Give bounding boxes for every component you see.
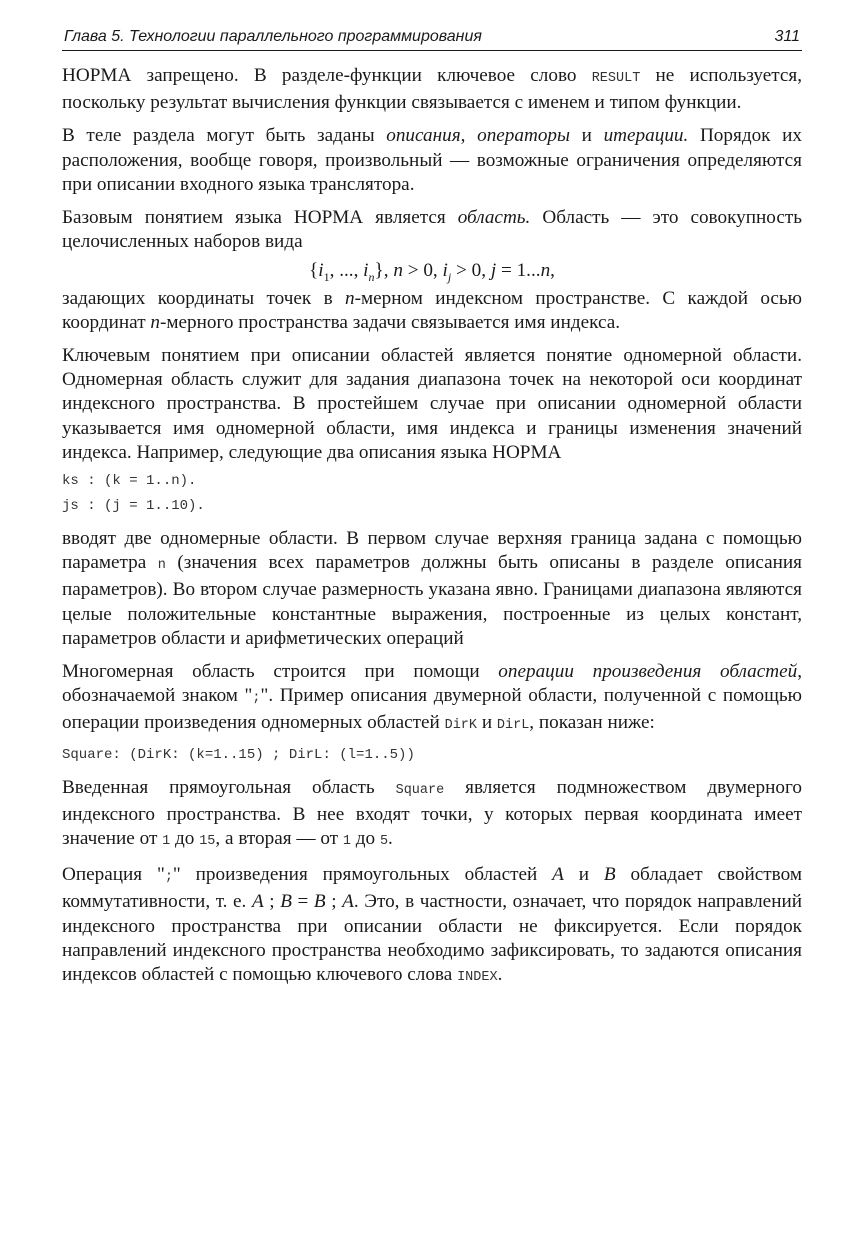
emphasis: описания: [386, 125, 461, 147]
text: . Это, в частности, означает, что порядок направлений индексного пространства при описании области не фиксируется. Если порядок направлений индексного пространства необходимо зафиксировать, то задаются описания индексов областей с помощью ключевого слова: [62, 891, 802, 986]
paragraph-5: Ключевым понятием при описании областей является понятие одномерной области. Одномерная область служит для задания диапазона точек на некоторой оси координат индексного пространства. В простейшем случае при описании одномерной области указывается имя одномерной области, имя индекса и границы изменения значений индекса. Например, следующие два описания языка НОРМА: [62, 345, 802, 463]
code-line: js : (j = 1..10).: [62, 498, 205, 515]
text: -мерного пространства задачи связывается имя индекса.: [159, 311, 621, 333]
formula: {$i_1$, ..., $i_n$}, n > 0, $i_j > 0$, j = 1...n,: [309, 260, 555, 285]
math-var: A: [251, 891, 264, 913]
text: НОРМА запрещено. В разделе-функции ключевое слово: [62, 65, 592, 86]
math-var: B: [603, 864, 616, 886]
paragraph-4: [62, 287, 802, 335]
text: (значения всех параметров должны быть описаны в разделе описания параметров). Во втором случае размерность указана явно. Границами диапазона являются целые положительные константные выражения, построенные из целых констант, параметров области и арифметических операций: [62, 552, 802, 649]
text: и: [477, 712, 497, 734]
math-var: n: [150, 311, 160, 333]
inline-code: 5: [379, 834, 389, 850]
paragraph-8: [62, 776, 802, 855]
inline-code: Square: [395, 782, 445, 798]
text: .: [497, 964, 503, 986]
emphasis: итерации.: [603, 125, 689, 147]
text: до: [170, 828, 200, 850]
chapter-title: Глава 5. Технологии параллельного программирования: [64, 28, 482, 45]
text: ;: [325, 891, 343, 913]
inline-code: n: [157, 558, 166, 574]
text: и: [570, 125, 604, 147]
text: , обозначаемой знаком ": [62, 661, 802, 707]
emphasis: область.: [457, 207, 531, 229]
text: Область — это совокупность целочисленных наборов вида: [62, 207, 802, 253]
paragraph-1: [62, 64, 802, 115]
paragraph-9: [62, 863, 802, 990]
code-line: ks : (k = 1..n).: [62, 473, 197, 490]
inline-code: ;: [164, 870, 173, 886]
text: является подмножеством двумерного индексного пространства. В нее входят точки, у которых первая координата имеет значение от: [62, 776, 802, 850]
paragraph-7: [62, 660, 802, 739]
inline-code: ;: [252, 691, 261, 707]
text: .: [388, 828, 393, 850]
text: " произведения прямоугольных областей: [172, 864, 553, 886]
text: -мерном индексном пространстве. С каждой осью координат: [62, 287, 803, 333]
text: В теле раздела могут быть заданы: [62, 125, 387, 147]
inline-code: 15: [199, 834, 216, 850]
paragraph-2: [62, 124, 802, 197]
text: обладает свойством коммутативности, т. е.: [62, 864, 802, 913]
emphasis: операторы: [477, 125, 571, 147]
math-var: A: [552, 864, 564, 886]
text: и: [563, 864, 604, 886]
text: ". Пример описания двумерной области, полученной с помощью операции произведения одномерных областей: [62, 685, 802, 734]
text: Операция ": [62, 864, 165, 886]
inline-code: 1: [342, 834, 351, 850]
code-block-2: [62, 743, 802, 768]
text: =: [291, 891, 314, 913]
paragraph-3: [62, 206, 802, 254]
text: до: [350, 828, 380, 850]
math-var: B: [280, 891, 292, 913]
text: ;: [263, 891, 281, 913]
text: Порядок их расположения, вообще говоря, произвольный — возможные ограничения определяются при описании входного языка транслятора.: [62, 125, 802, 195]
emphasis: операции произведения областей: [498, 661, 798, 683]
math-var: A: [342, 891, 354, 913]
text: задающих координаты точек в: [62, 287, 346, 309]
inline-code: RESULT: [591, 71, 641, 86]
math-var: B: [313, 891, 326, 913]
text: вводят две одномерные области. В первом случае верхняя граница задана с помощью параметра: [62, 528, 802, 574]
body-text: [62, 64, 802, 990]
inline-code: DirK: [444, 718, 478, 734]
text: ,: [460, 125, 478, 147]
text: , а вторая — от: [215, 828, 343, 850]
math-var: n: [345, 287, 355, 309]
text: Многомерная область строится при помощи: [62, 661, 499, 683]
code-line: Square: (DirK: (k=1..15) ; DirL: (l=1..5)): [62, 746, 415, 763]
text: не используется, поскольку результат вычисления функции связывается с именем и типом функции.: [62, 65, 802, 114]
text: Базовым понятием языка НОРМА является: [62, 207, 458, 229]
inline-code: DirL: [496, 718, 530, 734]
page-number: 311: [774, 28, 800, 45]
inline-code: INDEX: [457, 970, 498, 986]
running-head: [62, 28, 802, 51]
text: , показан ниже:: [529, 712, 655, 734]
code-block-1: [62, 469, 802, 519]
page: [62, 28, 802, 990]
inline-code: 1: [162, 834, 171, 850]
paragraph-6: [62, 527, 802, 651]
text: Введенная прямоугольная область: [62, 776, 396, 798]
